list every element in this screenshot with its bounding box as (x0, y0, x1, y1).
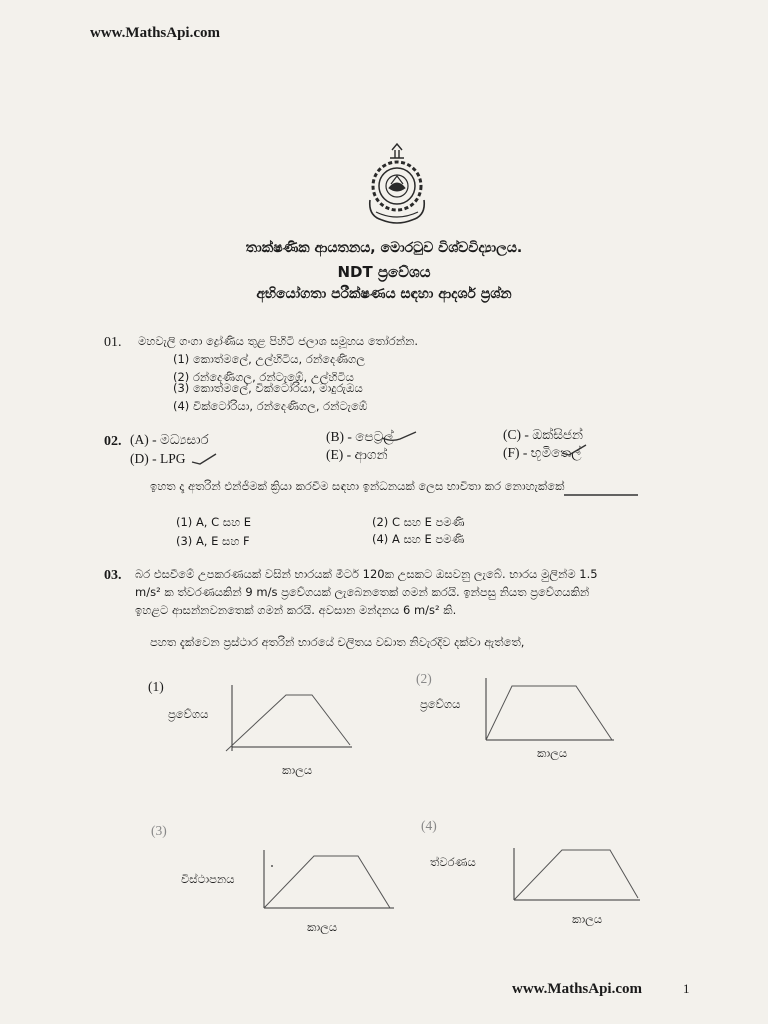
q3-line-2: m/s² ක ත්වරණයකින් 9 m/s ප්‍රවේගයක් ලැබෙනතෙක් ගමන් කරයි. ඉන්පසු නියත ප්‍රවේගයකින් (135, 585, 590, 599)
graph-3-xlabel: කාලය (307, 920, 338, 934)
exam-title: අභියෝගතා පරීක්ෂණය සඳහා ආදර්ශ ප්‍රශ්න (256, 286, 512, 302)
graph-4-label: (4) (421, 818, 437, 833)
q1-option-4: (4) වික්ටෝරියා, රන්දෙණිගල, රන්ටැඹේ (173, 399, 368, 413)
university-crest-logo (362, 142, 432, 230)
q1-option-2: (2) රන්දෙණිගල, රන්ටැඹේ, උල්හිටිය (173, 370, 354, 384)
q2-item-c: (C) - ඔක්සිජන් (503, 427, 584, 442)
underline-mark (562, 491, 642, 499)
q3-number: 03. (104, 568, 122, 583)
page-number: 1 (683, 981, 690, 996)
graph-3-ylabel: විස්ථාපනය (181, 872, 235, 886)
q2-item-e: (E) - ආගන් (326, 447, 388, 462)
q2-option-4: (4) A සහ E පමණි (372, 532, 465, 546)
q1-option-3: (3) කොත්මලේ, වික්ටෝරියා, මාදුරුඔය (173, 381, 363, 395)
graph-1-ylabel: ප්‍රවේගය (168, 707, 209, 721)
graph-2-ylabel: ප්‍රවේගය (420, 697, 461, 711)
q3-line-3: ඉහළට ආසන්නවනතෙක් ගමන් කරයි. අවසාන මන්දනය 6 m/s² කි. (135, 603, 457, 617)
tick-mark-d (190, 452, 220, 466)
ndt-title: NDT ප්‍රවේශය (337, 263, 431, 281)
graph-4-plot (506, 846, 646, 904)
q2-option-3: (3) A, E සහ F (176, 534, 250, 548)
q2-item-b: (B) - පෙට්‍රල් (326, 429, 394, 444)
tick-mark-b (380, 430, 420, 444)
q2-number: 02. (104, 434, 122, 449)
q1-option-1: (1) කොත්මලේ, උල්හිටිය, රන්දෙණිගල (173, 352, 366, 366)
graph-4-ylabel: ත්වරණය (430, 855, 476, 869)
site-footer: www.MathsApi.com (512, 981, 642, 997)
q2-item-a: (A) - මධ්‍යසාර (130, 432, 209, 447)
institute-title: තාක්ෂණික ආයතනය, මොරටුව විශ්වවිද්‍යාලය. (245, 240, 523, 256)
graph-2-label: (2) (416, 671, 432, 686)
q3-prompt: පහත දැක්වෙන ප්‍රස්ථාර අතරින් භාරයේ චලිතය වඩාත නිවැරදිව දක්වා ඇත්තේ, (150, 635, 525, 649)
q3-line-1: බර එසවීමේ උපකරණයක් වසින් භාරයක් මීටර් 120ක උසකට ඔසවනු ලැබේ. භාරය මුලින්ම 1.5 (135, 567, 598, 581)
q2-item-d: (D) - LPG (130, 451, 186, 466)
q1-text: මහවැලි ගංගා ද්‍රෝණිය තුළ පිහිටි ජලාශ සමූහය තෝරන්න. (138, 334, 419, 348)
graph-1-plot (222, 685, 357, 755)
graph-1-label: (1) (148, 679, 164, 694)
graph-3-plot (258, 846, 398, 914)
q2-option-1: (1) A, C සහ E (176, 515, 252, 529)
q2-option-2: (2) C සහ E පමණි (372, 515, 465, 529)
graph-3-label: (3) (151, 823, 167, 838)
graph-2-plot (478, 676, 618, 744)
tick-mark-f (560, 444, 590, 458)
graph-4-xlabel: කාලය (572, 912, 603, 926)
graph-2-xlabel: කාලය (537, 746, 568, 760)
q2-text: ඉහත දෑ අතරින් එන්ජිමක් ක්‍රියා කරවීම සඳහා ඉන්ධනයක් ලෙස භාවිතා කර නොහැක්කේ (150, 479, 565, 493)
q1-number: 01. (104, 335, 122, 350)
q2-item-f: (F) - භූමිතෙල් (503, 445, 582, 460)
graph-1-xlabel: කාලය (282, 763, 313, 777)
site-header: www.MathsApi.com (90, 25, 220, 41)
